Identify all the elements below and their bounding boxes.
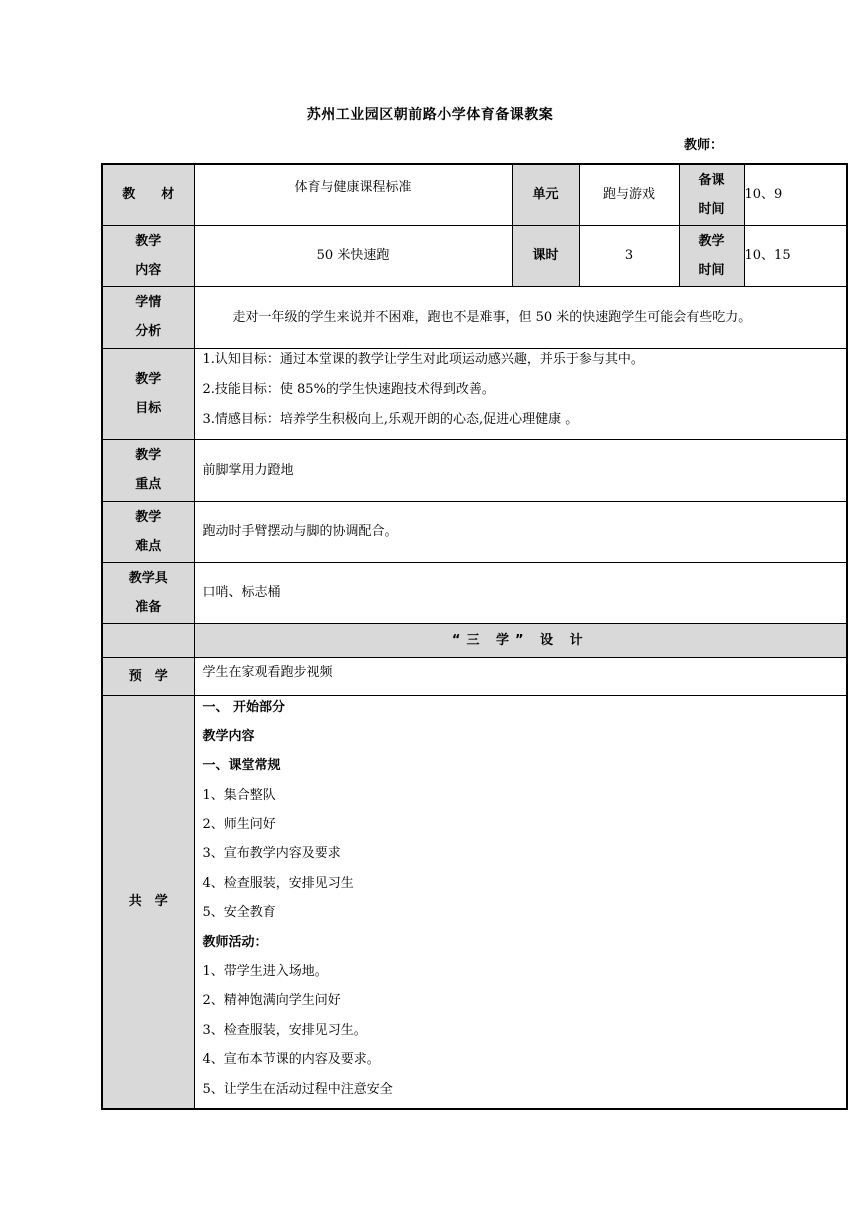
value-difficulties: 跑动时手臂摆动与脚的协调配合。 (194, 501, 847, 562)
co-learning-line: 5、安全教育 (202, 905, 276, 921)
goal-item: 3.情感目标：培养学生积极向上,乐观开朗的心态,促进心理健康 。 (202, 411, 579, 427)
row-key-points (102, 439, 847, 501)
label-equipment: 教学具 准备 (102, 562, 194, 623)
label-period: 课时 (512, 225, 579, 286)
design-header-blank (102, 623, 194, 657)
row-goals (102, 348, 847, 439)
co-learning-line: 一、 开始部分 (202, 699, 286, 715)
co-learning-line: 4、宣布本节课的内容及要求。 (202, 1052, 380, 1068)
row-material (102, 164, 847, 225)
design-header: “三 学” 设 计 (194, 623, 847, 657)
label-material: 教 材 (102, 164, 194, 225)
co-learning-line: 3、宣布教学内容及要求 (202, 846, 341, 862)
label-difficulties: 教学 难点 (102, 501, 194, 562)
label-content: 教学 内容 (102, 225, 194, 286)
label-goals: 教学 目标 (102, 348, 194, 439)
row-co-learning (102, 695, 847, 1109)
value-key-points: 前脚掌用力蹬地 (194, 439, 847, 501)
value-co-learning (194, 695, 847, 1109)
label-unit: 单元 (512, 164, 579, 225)
value-preview: 学生在家观看跑步视频 (194, 657, 847, 695)
co-learning-line: 2、精神饱满向学生问好 (202, 993, 341, 1009)
row-design-header (102, 623, 847, 657)
goal-item: 1.认知目标：通过本堂课的教学让学生对此项运动感兴趣，并乐于参与其中。 (202, 351, 644, 367)
label-analysis: 学情 分析 (102, 286, 194, 348)
co-learning-line: 1、带学生进入场地。 (202, 964, 328, 980)
value-unit: 跑与游戏 (579, 164, 679, 225)
co-learning-line: 一、课堂常规 (202, 758, 281, 774)
document-title: 苏州工业园区朝前路小学体育备课教案 (306, 107, 554, 123)
value-material: 体育与健康课程标准 (194, 164, 512, 225)
co-learning-line: 5、让学生在活动过程中注意安全 (202, 1081, 393, 1097)
value-goals (194, 348, 847, 439)
row-content (102, 225, 847, 286)
co-learning-line: 1、集合整队 (202, 787, 276, 803)
value-content: 50 米快速跑 (194, 225, 512, 286)
value-prep-time: 10、9 (744, 164, 847, 225)
row-difficulties (102, 501, 847, 562)
teacher-label: 教师： (684, 138, 724, 153)
co-learning-line: 教师活动： (202, 934, 268, 950)
label-preview: 预 学 (102, 657, 194, 695)
value-teach-time: 10、15 (744, 225, 847, 286)
label-prep-time: 备课 时间 (679, 164, 744, 225)
row-preview (102, 657, 847, 695)
co-learning-line: 4、检查服装，安排见习生 (202, 875, 354, 891)
label-teach-time: 教学 时间 (679, 225, 744, 286)
value-equipment: 口哨、标志桶 (194, 562, 847, 623)
row-equipment (102, 562, 847, 623)
co-learning-line: 教学内容 (202, 728, 255, 744)
value-analysis: 走对一年级的学生来说并不困难，跑也不是难事，但 50 米的快速跑学生可能会有些吃力。 (194, 286, 847, 348)
label-co-learning: 共 学 (102, 695, 194, 1109)
row-analysis (102, 286, 847, 348)
value-period: 3 (579, 225, 679, 286)
lesson-plan-table (101, 163, 848, 1110)
goal-item: 2.技能目标：使 85%的学生快速跑技术得到改善。 (202, 381, 495, 397)
co-learning-line: 3、检查服装，安排见习生。 (202, 1022, 367, 1038)
co-learning-line: 2、师生问好 (202, 817, 276, 833)
label-key-points: 教学 重点 (102, 439, 194, 501)
